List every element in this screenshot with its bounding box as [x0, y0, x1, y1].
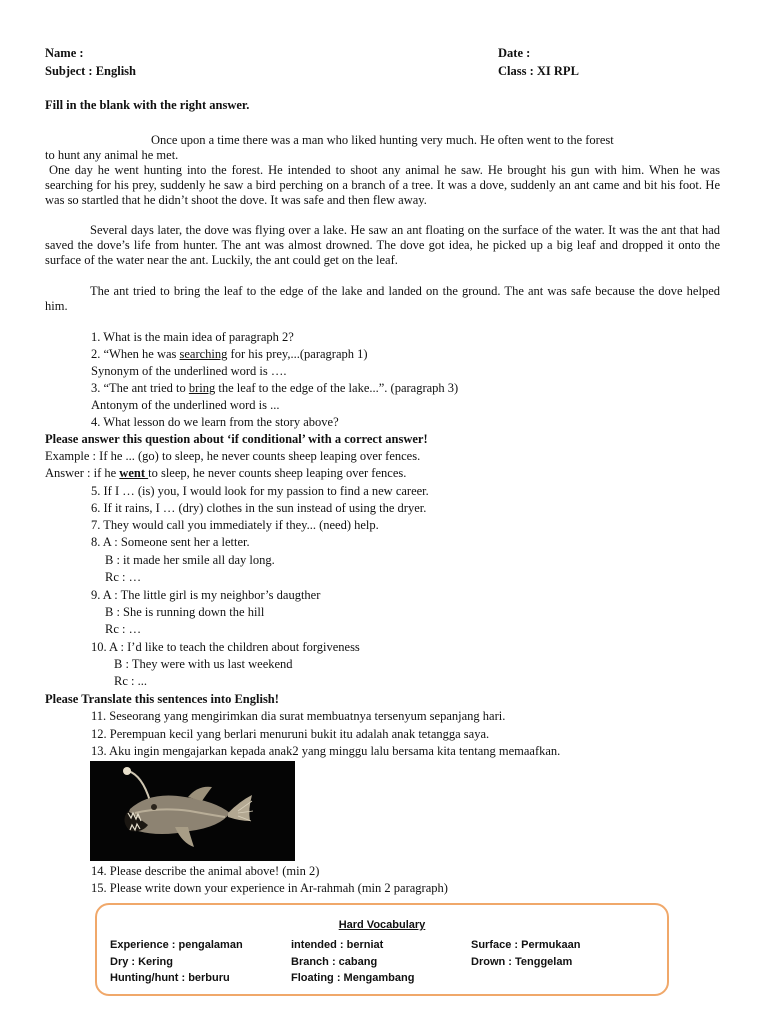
- question-10-rc: Rc : ...: [114, 674, 147, 688]
- question-8-a: 8. A : Someone sent her a letter.: [91, 535, 250, 549]
- question-2: [91, 346, 368, 362]
- question-12: 12. Perempuan kecil yang berlari menuruni bukit itu adalah anak tetangga saya.: [91, 727, 490, 741]
- subject-label: Subject : English: [45, 64, 136, 78]
- question-15: 15. Please write down your experience in Ar-rahmah (min 2 paragraph): [91, 881, 448, 895]
- question-9-rc: Rc : …: [105, 622, 142, 636]
- question-14: 14. Please describe the animal above! (min 2): [91, 864, 320, 878]
- story-paragraph-1-line-2: to hunt any animal he met.: [45, 148, 179, 162]
- question-3-post: the leaf to the edge of the lake...”. (paragraph 3): [215, 381, 459, 395]
- hard-vocabulary-title: Hard Vocabulary: [338, 919, 426, 931]
- answer-underlined-word: went: [119, 466, 149, 480]
- answer-pre: Answer : if he: [45, 466, 120, 480]
- vocab-drown: Drown : Tenggelam: [471, 956, 573, 968]
- section-if-conditional-title: Please answer this question about ‘if conditional’ with a correct answer!: [45, 432, 428, 446]
- answer-post: to sleep, he never counts sheep leaping over fences.: [148, 466, 407, 480]
- vocab-intended: intended : berniat: [291, 939, 384, 951]
- vocab-floating: Floating : Mengambang: [291, 972, 415, 984]
- question-2-underlined-word: searching: [179, 347, 228, 361]
- question-10-a: 10. A : I’d like to teach the children about forgiveness: [91, 640, 360, 654]
- question-9-a: 9. A : The little girl is my neighbor’s daugther: [91, 588, 321, 602]
- question-2-pre: 2. “When he was: [91, 347, 180, 361]
- question-7: 7. They would call you immediately if they... (need) help.: [91, 518, 379, 532]
- question-8-rc: Rc : …: [105, 570, 142, 584]
- date-label: Date :: [498, 46, 531, 60]
- question-3-pre: 3. “The ant tried to: [91, 381, 189, 395]
- question-3-sub: Antonym of the underlined word is ...: [91, 398, 280, 412]
- question-2-post: for his prey,...(paragraph 1): [227, 347, 368, 361]
- question-13: 13. Aku ingin mengajarkan kepada anak2 yang minggu lalu bersama kita tentang memaafkan.: [91, 744, 561, 758]
- question-1: 1. What is the main idea of paragraph 2?: [91, 330, 294, 344]
- question-11: 11. Seseorang yang mengirimkan dia surat membuatnya tersenyum sepanjang hari.: [91, 709, 506, 723]
- question-9-b: B : She is running down the hill: [105, 605, 265, 619]
- vocab-dry: Dry : Kering: [110, 956, 173, 968]
- vocab-experience: Experience : pengalaman: [110, 939, 243, 951]
- anglerfish-illustration: [90, 761, 295, 861]
- question-3-underlined-word: bring: [188, 381, 216, 395]
- name-label: Name :: [45, 46, 84, 60]
- section-translate-title: Please Translate this sentences into English!: [45, 692, 279, 706]
- question-10-b: B : They were with us last weekend: [114, 657, 293, 671]
- story-paragraph-2: One day he went hunting into the forest. He intended to shoot any animal he saw. He brought his gun with him. When he was searching for his prey, suddenly he saw a bird perching on a branch of a tree. It was a dove, suddenly an ant came and bit his foot. He was so startled that he didn’t shoot the dove. It was safe and then flew away.: [45, 163, 720, 207]
- hard-vocabulary-box: [95, 903, 669, 996]
- example-line: Example : If he ... (go) to sleep, he never counts sheep leaping over fences.: [45, 449, 421, 463]
- anglerfish-photo: [90, 761, 295, 861]
- question-3: [91, 380, 458, 396]
- question-2-sub: Synonym of the underlined word is ….: [91, 364, 287, 378]
- question-4: 4. What lesson do we learn from the story above?: [91, 415, 339, 429]
- vocab-surface: Surface : Permukaan: [471, 939, 581, 951]
- story-paragraph-3: Several days later, the dove was flying over a lake. He saw an ant floating on the surface of the water. It was the ant that had saved the dove’s life from hunter. The ant was almost drowned. The dove got idea, he picked up a big leaf and dropped it onto the surface of the water near the ant. Luckily, the ant could get on the leaf.: [45, 223, 720, 267]
- class-label: Class : XI RPL: [498, 64, 579, 78]
- instruction-fill-blank: Fill in the blank with the right answer.: [45, 98, 250, 112]
- vocab-hunting: Hunting/hunt : berburu: [110, 972, 230, 984]
- question-8-b: B : it made her smile all day long.: [105, 553, 275, 567]
- answer-line: [45, 465, 406, 481]
- question-5: 5. If I … (is) you, I would look for my passion to find a new career.: [91, 484, 429, 498]
- vocab-branch: Branch : cabang: [291, 956, 378, 968]
- question-6: 6. If it rains, I … (dry) clothes in the sun instead of using the dryer.: [91, 501, 427, 515]
- story-paragraph-1-line-1: Once upon a time there was a man who liked hunting very much. He often went to the forest: [151, 133, 614, 147]
- story-paragraph-4: The ant tried to bring the leaf to the edge of the lake and landed on the ground. The ant was safe because the dove helped him.: [45, 284, 720, 313]
